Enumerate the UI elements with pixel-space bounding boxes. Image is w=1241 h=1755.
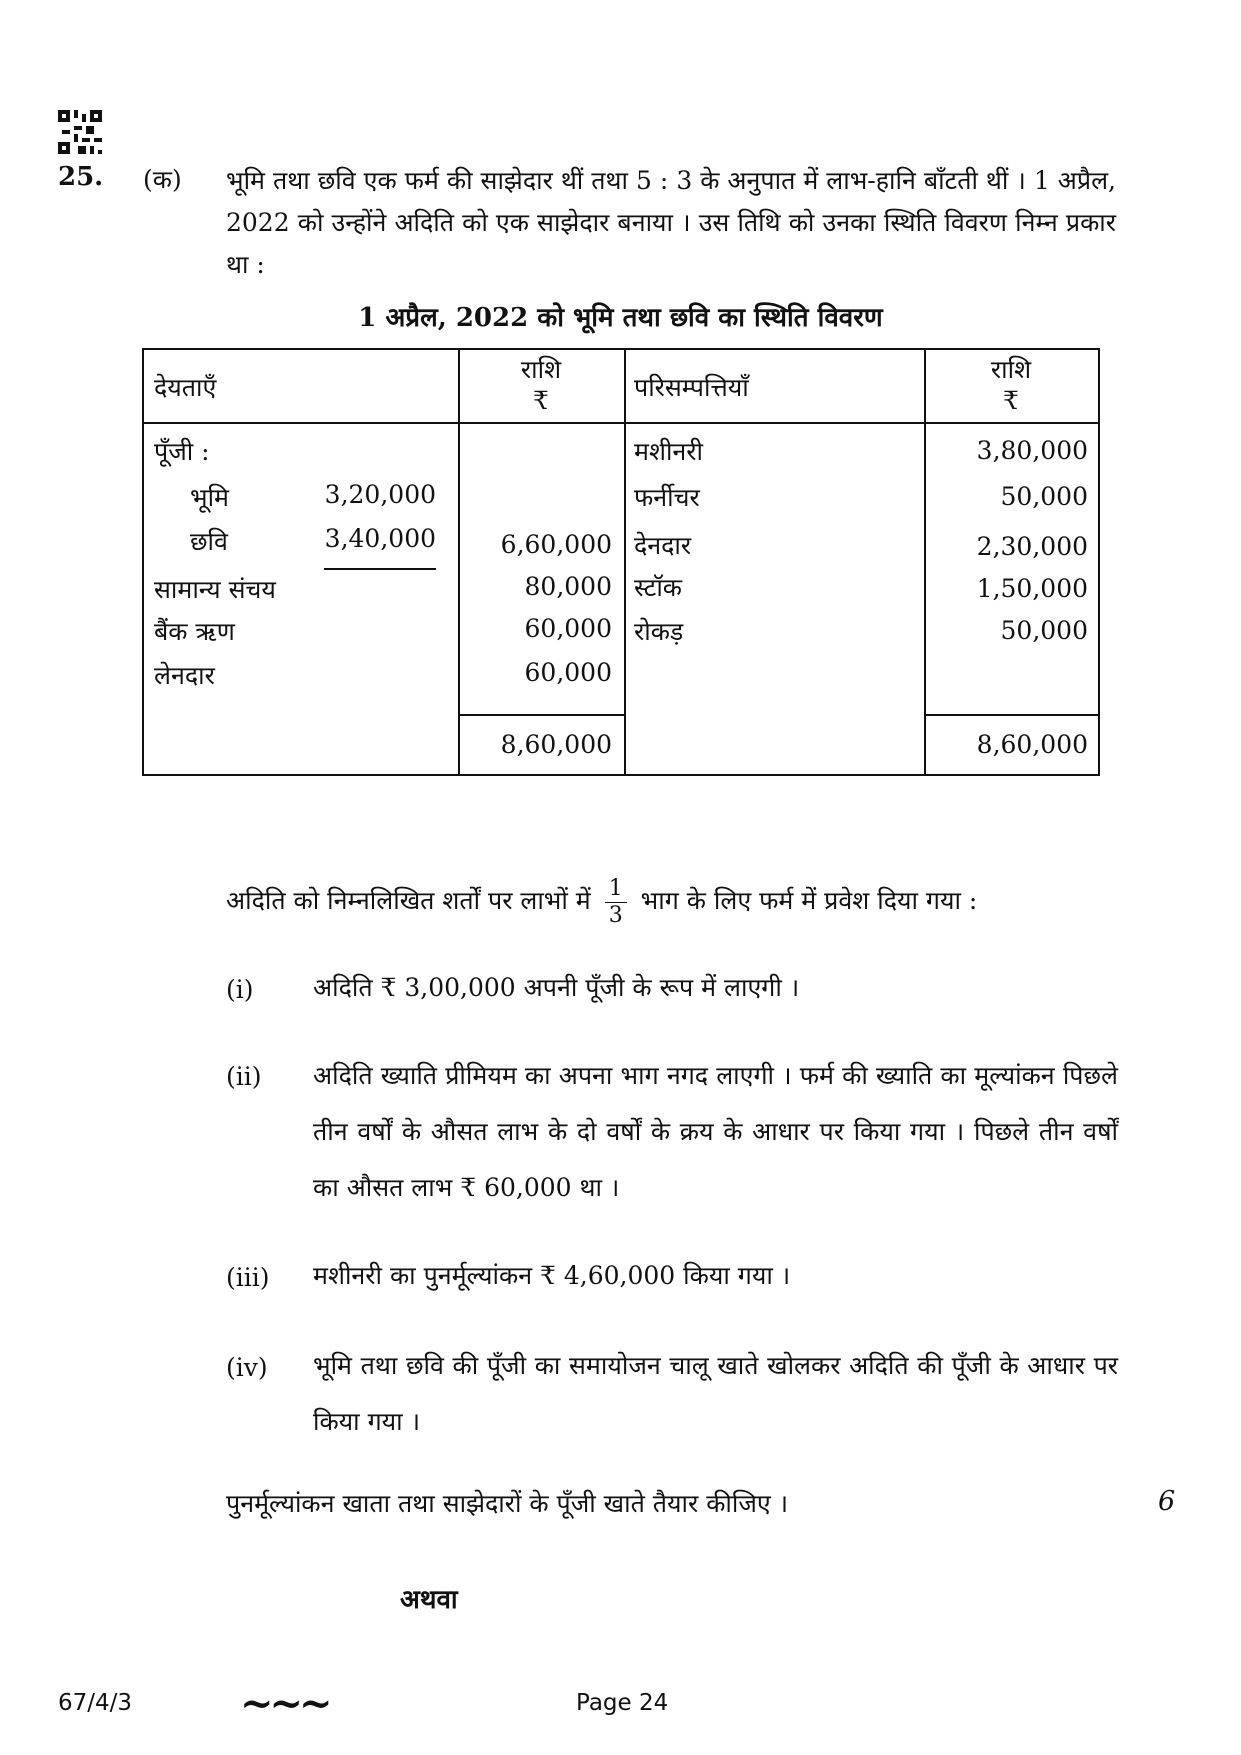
condition-text: भूमि तथा छवि की पूँजी का समायोजन चालू खाते खोलकर अदिति की पूँजी के आधार पर किया गया । (313, 1351, 1118, 1436)
admission-text-before: अदिति को निम्नलिखित शर्तों पर लाभों में (226, 886, 591, 915)
liability-name: बैंक ऋण (154, 617, 235, 646)
qr-code-icon (58, 110, 102, 154)
partner-capital: 3,40,000 (324, 524, 436, 553)
table-border (142, 422, 1100, 424)
capital-total: 6,60,000 (500, 530, 612, 559)
asset-amount: 50,000 (1000, 482, 1088, 511)
table-border (624, 348, 626, 776)
header-assets: परिसम्पत्तियाँ (634, 373, 749, 402)
header-amount-right: राशि (990, 355, 1032, 384)
liability-amount: 60,000 (524, 614, 612, 643)
question-intro: भूमि तथा छवि एक फर्म की साझेदार थीं तथा 5 : 3 के अनुपात में लाभ-हानि बाँटती थीं । 1 अप्रैल, 2022 को उन्होंने अदिति को एक साझेदार बनाया । उस तिथि को उनका स्थिति विवरण निम्न प्रकार था : (226, 166, 1116, 279)
partner-name: छवि (190, 527, 228, 556)
table-border (142, 774, 1100, 776)
asset-amount: 50,000 (1000, 616, 1088, 645)
table-border (142, 348, 1100, 350)
liability-name: लेनदार (154, 661, 215, 690)
balance-sheet-table (142, 348, 1100, 776)
header-rupee-right: ₹ (1003, 386, 1019, 415)
balance-sheet-title: 1 अप्रैल, 2022 को भूमि तथा छवि का स्थिति विवरण (358, 303, 883, 333)
question-part: (क) (143, 165, 182, 194)
asset-amount: 3,80,000 (976, 436, 1088, 465)
partner-name: भूमि (190, 483, 230, 512)
partner-capital: 3,20,000 (324, 480, 436, 509)
condition-text: अदिति ₹ 3,00,000 अपनी पूँजी के रूप में लाएगी । (313, 973, 800, 1002)
admission-statement (226, 876, 977, 929)
question-number: 25. (58, 162, 104, 192)
asset-name: स्टॉक (634, 573, 683, 602)
table-border (142, 348, 144, 776)
liabilities-total: 8,60,000 (500, 730, 612, 759)
or-separator: अथवा (400, 1585, 458, 1615)
condition-label: (i) (226, 975, 254, 1004)
condition-text: अदिति ख्याति प्रीमियम का अपना भाग नगद लाएगी । फर्म की ख्याति का मूल्यांकन पिछले तीन वर्षों के औसत लाभ के दो वर्षों के क्रय के आधार पर किया गया । पिछले तीन वर्षों का औसत लाभ ₹ 60,000 था । (313, 1061, 1118, 1202)
liability-amount: 80,000 (524, 572, 612, 601)
total-line (458, 714, 624, 716)
instruction: पुनर्मूल्यांकन खाता तथा साझेदारों के पूँजी खाते तैयार कीजिए । (226, 1489, 789, 1518)
header-rupee-left: ₹ (533, 386, 549, 415)
condition-text: मशीनरी का पुनर्मूल्यांकन ₹ 4,60,000 किया गया । (313, 1261, 791, 1290)
paper-code: 67/4/3 (58, 1690, 133, 1716)
condition-label: (iv) (226, 1353, 268, 1382)
condition-label: (ii) (226, 1062, 262, 1091)
asset-amount: 1,50,000 (976, 574, 1088, 603)
capital-label: पूँजी : (154, 437, 210, 466)
assets-total: 8,60,000 (976, 730, 1088, 759)
liability-amount: 60,000 (524, 658, 612, 687)
fraction-numerator: 1 (605, 876, 627, 903)
asset-name: देनदार (634, 531, 692, 560)
asset-amount: 2,30,000 (976, 532, 1088, 561)
share-fraction (605, 876, 627, 929)
subtotal-line (324, 568, 436, 570)
asset-name: फर्नीचर (634, 483, 700, 512)
table-border (1098, 348, 1100, 776)
fraction-denominator: 3 (608, 903, 623, 928)
total-line (924, 714, 1098, 716)
marks: 6 (1158, 1486, 1176, 1517)
admission-text-after: भाग के लिए फर्म में प्रवेश दिया गया : (640, 886, 978, 915)
liability-name: सामान्य संचय (154, 575, 276, 604)
asset-name: रोकड़ (634, 617, 684, 646)
header-liabilities: देयताएँ (154, 373, 217, 402)
header-amount-left: राशि (520, 355, 562, 384)
condition-label: (iii) (226, 1263, 270, 1292)
tilde-mark: ~~~ (240, 1680, 329, 1727)
asset-name: मशीनरी (634, 437, 704, 466)
page-number: Page 24 (576, 1690, 669, 1716)
